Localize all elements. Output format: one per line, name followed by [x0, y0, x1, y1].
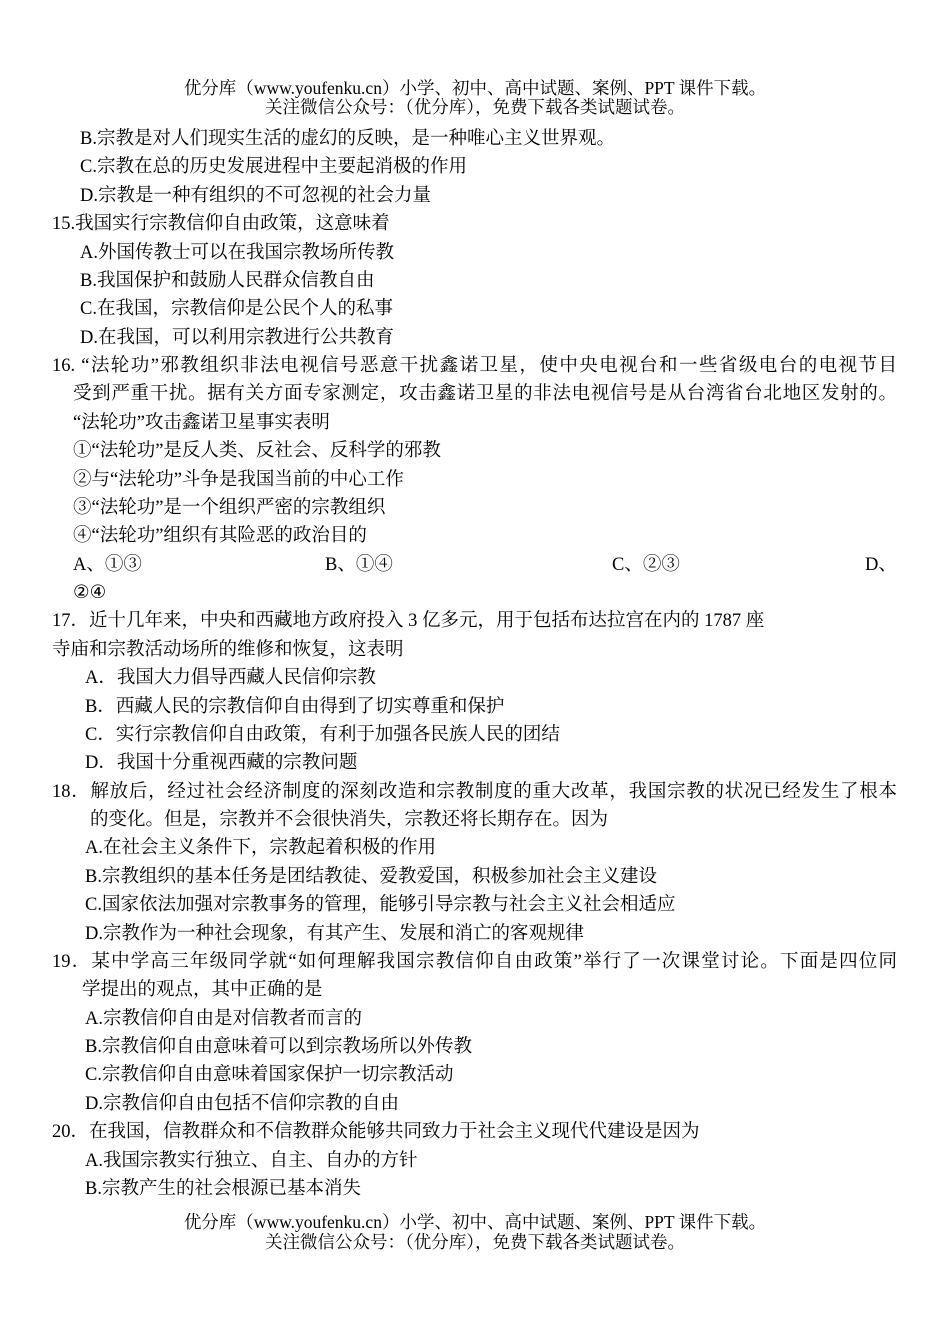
q18-option-a: A.在社会主义条件下，宗教起着积极的作用: [85, 838, 436, 859]
q19-option-c: C.宗教信仰自由意味着国家保护一切宗教活动: [85, 1065, 454, 1086]
q15-option-d: D.在我国，可以利用宗教进行公共教育: [80, 327, 394, 348]
q16-stem-line1: 16. “法轮功”邪教组织非法电视信号恶意干扰鑫诺卫星，使中央电视台和一些省级电台的电视节目: [52, 356, 897, 376]
q16-choice-d-continued: ②④: [73, 583, 107, 603]
question-content: [0, 125, 950, 1203]
q15-option-c: C.在我国，宗教信仰是公民个人的私事: [80, 299, 393, 320]
q20-option-a: A.我国宗教实行独立、自主、自办的方针: [85, 1150, 418, 1171]
q14-option-c: C.宗教在总的历史发展进程中主要起消极的作用: [80, 157, 467, 178]
q17-option-b: B．西藏人民的宗教信仰自由得到了切实尊重和保护: [85, 696, 505, 717]
q15-option-b: B.我国保护和鼓励人民群众信教自由: [80, 270, 375, 291]
q18-stem-line1: 18．解放后，经过社会经济制度的深刻改造和宗教制度的重大改革，我国宗教的状况已经发生了根本: [52, 781, 897, 802]
q16-stem-line3: “法轮功”攻击鑫诺卫星事实表明: [73, 412, 330, 433]
q19-stem-line1: 19．某中学高三年级同学就“如何理解我国宗教信仰自由政策”举行了一次课堂讨论。下面是四位同: [52, 951, 897, 972]
q19-option-d: D.宗教信仰自由包括不信仰宗教的自由: [85, 1093, 399, 1114]
q17-option-a: A．我国大力倡导西藏人民信仰宗教: [85, 668, 376, 689]
footer-watermark-line2: 关注微信公众号：（优分库），免费下载各类试题试卷。: [265, 1232, 685, 1252]
q18-option-d: D.宗教作为一种社会现象，有其产生、发展和消亡的客观规律: [85, 923, 584, 944]
q16-choice-b: B、①④: [325, 554, 393, 575]
q19-stem-line2: 学提出的观点，其中正确的是: [82, 980, 323, 1001]
q16-statement-4: ④“法轮功”组织有其险恶的政治目的: [73, 526, 367, 547]
q14-option-d: D.宗教是一种有组织的不可忽视的社会力量: [80, 185, 431, 206]
q17-stem-line1: 17．近十几年来，中央和西藏地方政府投入 3 亿多元，用于包括布达拉宫在内的 1787 座: [52, 611, 765, 632]
q16-stem-line2: 受到严重干扰。据有关方面专家测定，攻击鑫诺卫星的非法电视信号是从台湾省台北地区发射的。: [73, 384, 897, 405]
header-watermark-line1: 优分库（www.youfenku.cn）小学、初中、高中试题、案例、PPT 课件下载。: [183, 78, 767, 98]
q17-option-c: C．实行宗教信仰自由政策，有利于加强各民族人民的团结: [85, 724, 560, 745]
q16-choice-a: A、①③: [73, 554, 142, 575]
q18-stem-line2: 的变化。但是，宗教并不会很快消失，宗教还将长期存在。因为: [90, 810, 609, 830]
q16-statement-1: ①“法轮功”是反人类、反社会、反科学的邪教: [73, 441, 441, 462]
q19-option-b: B.宗教信仰自由意味着可以到宗教场所以外传教: [85, 1037, 472, 1057]
q16-statement-3: ③“法轮功”是一个组织严密的宗教组织: [73, 497, 386, 518]
q17-stem-line2: 寺庙和宗教活动场所的维修和恢复，这表明: [52, 639, 404, 660]
header-watermark-line2: 关注微信公众号：（优分库），免费下载各类试题试卷。: [265, 97, 685, 117]
q16-statement-2: ②与“法轮功”斗争是我国当前的中心工作: [73, 469, 404, 490]
q17-option-d: D．我国十分重视西藏的宗教问题: [85, 753, 358, 774]
q16-choice-d: D、: [865, 554, 897, 575]
footer-watermark-line1: 优分库（www.youfenku.cn）小学、初中、高中试题、案例、PPT 课件下载。: [183, 1212, 767, 1232]
q20-option-b: B.宗教产生的社会根源已基本消失: [85, 1178, 361, 1199]
q14-option-b: B.宗教是对人们现实生活的虚幻的反映，是一种唯心主义世界观。: [80, 129, 615, 149]
q15-option-a: A.外国传教士可以在我国宗教场所传教: [80, 242, 394, 263]
q15-stem: 15.我国实行宗教信仰自由政策，这意味着: [52, 214, 390, 235]
q20-stem: 20．在我国，信教群众和不信教群众能够共同致力于社会主义现代代建设是因为: [52, 1122, 700, 1143]
q18-option-b: B.宗教组织的基本任务是团结教徒、爱教爱国，积极参加社会主义建设: [85, 866, 657, 887]
q18-option-c: C.国家依法加强对宗教事务的管理，能够引导宗教与社会主义社会相适应: [85, 895, 676, 916]
q16-choice-c: C、②③: [612, 554, 680, 575]
q16-choices-row: [0, 551, 950, 579]
q19-option-a: A.宗教信仰自由是对信教者而言的: [85, 1008, 362, 1029]
